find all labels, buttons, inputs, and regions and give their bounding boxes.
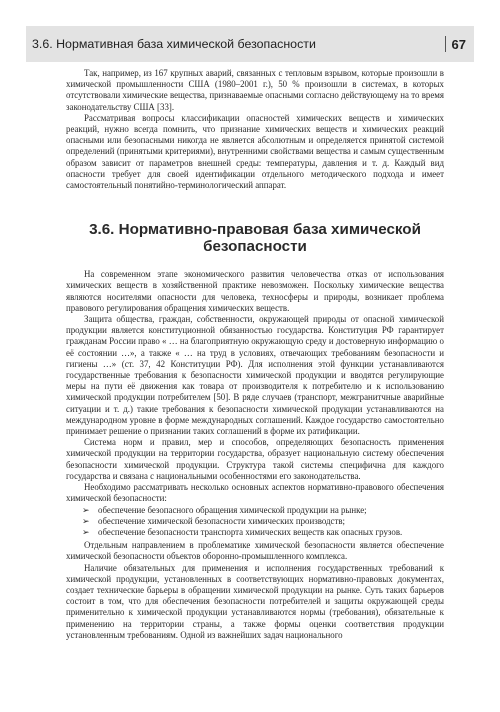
intro-paragraph-1: Так, например, из 167 крупных аварий, связанных с тепловым взрывом, которые произошли в химической промышленности США (1980–2001 г.), 50 % произошли в системах, в которых отсутствовали химические вещества, признаваемые опасными согласно действующему на то время законодательству США [33]. [66, 68, 444, 112]
list-item [82, 527, 444, 538]
body-paragraph-1: На современном этапе экономического развития человечества отказ от использования химических веществ в хозяйственной практике невозможен. Поскольку химические вещества являются носителями опасности для человека, техносферы и природы, возникает проблема правового регулирования обращения химических веществ. [66, 269, 444, 313]
bullet-list [66, 505, 444, 539]
body-paragraph-2: Защита общества, граждан, собственности, окружающей природы от опасной химической продукции является конституционной обязанностью государства. Конституция РФ гарантирует гражданам России право « … на благоприятную окружающую среду и достоверную информацию о её состоянии …», а также « … на труд в условиях, отвечающих требованиям безопасности и гигиены …» (ст. 37, 42 Конституции РФ). Для исполнения этой функции устанавливаются государственные требования к безопасности химической продукции и вводятся регулирующие меры на пути её движения как товара от производителя к потребителю и к использованию химической продукции потребителем [50]. В ряде случаев (транспорт, межгранитчные аварийные ситуации и т. д.) такие требования к безопасности химической продукции устанавливаются на международном уровне в форме международных соглашений. Каждое государство самостоятельно принимает решение о признании таких соглашений в форме их ратификации. [66, 314, 444, 437]
closing-paragraph-1: Отдельным направлением в проблематике химической безопасности является обеспечение химической безопасности объектов оборонно-промышленного комплекса. [66, 540, 444, 562]
intro-paragraph-2: Рассматривая вопросы классификации опасностей химических веществ и химических реакций, нужно всегда помнить, что признание химических веществ и химических реакций опасными или безопасными никогда не является абсолютным и определяется принятой системой определений (принятыми критериями), внутренними свойствами вещества и самым существенным образом зависит от параметров внешней среды: температуры, давления и т. д. Каждый вид опасности требует для своей идентификации отдельного методического подхода и имеет самостоятельный понятийно-терминологический аппарат. [66, 112, 444, 191]
section-title: 3.6. Нормативно-правовая база химической безопасности [89, 221, 421, 256]
header-separator [445, 36, 446, 52]
body-paragraph-4: Необходимо рассматривать несколько основных аспектов нормативно-правового обеспечения химической безопасности: [66, 482, 444, 504]
header-title: 3.6. Нормативная база химической безопасности [32, 37, 316, 51]
list-item-text: обеспечение безопасности транспорта химических веществ как опасных грузов. [98, 526, 403, 537]
list-item-text: обеспечение безопасного обращения химической продукции на рынке; [98, 504, 367, 515]
list-item [82, 505, 444, 516]
arrow-bullet-icon: ➢ [82, 526, 90, 537]
page-number: 67 [451, 36, 466, 52]
arrow-bullet-icon: ➢ [82, 504, 90, 515]
closing-paragraph-2: Наличие обязательных для применения и исполнения государственных требований к химической продукции, установленных в соответствующих нормативно-правовых документах, создает технические барьеры в обращении химической продукции на рынке. Суть таких барьеров состоит в том, что для обеспечения безопасности потребителей и защиты окружающей среды применительно к химической продукции устанавливаются нормы (требования), обязательные к применению на территории страны, а также формы оценки соответствия продукции установленным требованиям. Одной из важнейших задач национального [66, 562, 444, 640]
page-content [66, 68, 444, 641]
running-header [26, 26, 474, 62]
arrow-bullet-icon: ➢ [82, 515, 90, 526]
list-item-text: обеспечение химической безопасности химических производств; [98, 515, 346, 526]
list-item [82, 516, 444, 527]
body-paragraph-3: Система норм и правил, мер и способов, определяющих безопасность применения химической продукции на территории государства, образует национальную систему обеспечения безопасности химической продукции. Структура такой системы специфична для каждого государства и связана с национальными особенностями его законодательства. [66, 437, 444, 481]
